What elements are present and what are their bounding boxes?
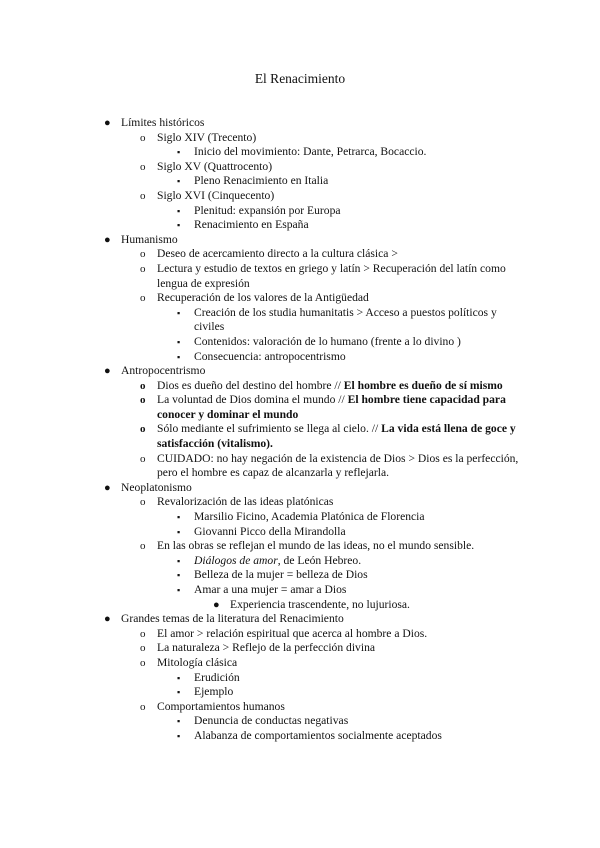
bullet-icon: o: [140, 642, 146, 655]
list-item-level3: ▪ Inicio del movimiento: Dante, Petrarca, Bocaccio.: [177, 145, 427, 159]
bullet-icon: ●: [104, 481, 111, 494]
bullet-icon: o: [140, 700, 146, 713]
bullet-icon: ●: [213, 598, 220, 611]
page-title: El Renacimiento: [254, 71, 346, 86]
list-item-level3: ▪ Creación de los studia humanitatis > Acceso a puestos políticos y civiles: [177, 305, 497, 334]
bullet-icon: o: [140, 627, 146, 640]
list-item-level3: ▪ Contenidos: valoración de lo humano (frente a lo divino ): [177, 334, 461, 348]
bullet-icon: o: [140, 248, 146, 261]
list-item-level2: o Mitología clásica: [140, 655, 238, 669]
list-item-level1: ● Antropocentrismo: [104, 364, 206, 378]
bullet-icon: ●: [104, 117, 111, 129]
bullet-icon: o: [140, 656, 146, 669]
list-item-level2: o En las obras se reflejan el mundo de las ideas, no el mundo sensible.: [140, 539, 475, 553]
bullet-icon: ▪: [177, 147, 181, 158]
list-item-level2: o Recuperación de los valores de la Antigüedad: [140, 291, 369, 305]
bullet-icon: o: [140, 292, 146, 305]
list-item-level1: ● Neoplatonismo: [104, 480, 192, 494]
bullet-icon: ▪: [177, 220, 181, 231]
bullet-icon: ▪: [177, 555, 181, 566]
list-item-level2: o Siglo XIV (Trecento): [140, 130, 257, 144]
bullet-icon: ▪: [177, 336, 181, 347]
list-item-level1: ● Humanismo: [104, 232, 178, 246]
list-item-level3: ▪ Diálogos de amor, de León Hebreo.: [177, 553, 362, 567]
list-item-level3: ▪ Consecuencia: antropocentrismo: [177, 349, 346, 363]
list-item-level3: ▪ Pleno Renacimiento en Italia: [177, 174, 329, 188]
list-item-level3: ▪ Erudición: [177, 670, 240, 684]
list-item-level3: ▪ Amar a una mujer = amar a Dios: [177, 583, 347, 596]
list-item-level3: ▪ Belleza de la mujer = belleza de Dios: [177, 568, 368, 582]
bullet-icon: o: [140, 496, 146, 509]
list-item-level3: ▪ Alabanza de comportamientos socialmente aceptados: [177, 728, 442, 742]
list-item-level2: o Siglo XVI (Cinquecento): [140, 188, 275, 202]
bullet-icon: ▪: [177, 526, 181, 537]
bullet-icon: ▪: [177, 687, 181, 698]
list-item-level3: ▪ Marsilio Ficino, Academia Platónica de Florencia: [177, 510, 425, 524]
list-item-level2: o Comportamientos humanos: [140, 699, 285, 713]
bullet-icon: o: [140, 131, 146, 144]
bullet-icon: ▪: [177, 730, 181, 741]
list-item-level3: ▪ Denuncia de conductas negativas: [177, 714, 349, 728]
list-item-level3: ▪ Renacimiento en España: [177, 218, 309, 232]
bullet-icon: o: [140, 262, 146, 275]
list-item-level2: o CUIDADO: no hay negación de la existencia de Dios > Dios es la perfección, pero el hombre es capaz de alcanzarla y reflejarla.: [140, 451, 519, 480]
bullet-icon: ▪: [177, 585, 181, 595]
list-item-level2: o Siglo XV (Quattrocento): [140, 159, 273, 173]
bullet-icon: o: [140, 160, 146, 173]
bullet-icon: ●: [104, 365, 111, 378]
list-item-level2: o Sólo mediante el sufrimiento se llega al cielo. // La vida está llena de goce y satisfacción (vitalismo).: [140, 422, 516, 451]
list-item-level2: o Lectura y estudio de textos en griego y latín > Recuperación del latín como lengua de expresión: [140, 261, 506, 290]
list-item-level2: o Deseo de acercamiento directo a la cultura clásica >: [140, 247, 398, 261]
list-item-level1: ● Límites históricos: [104, 116, 205, 129]
bullet-icon: ●: [104, 613, 111, 626]
bullet-icon: o: [140, 394, 146, 407]
bullet-icon: ▪: [177, 176, 181, 187]
bullet-icon: ▪: [177, 351, 181, 362]
bullet-icon: o: [140, 423, 146, 436]
bullet-icon: o: [140, 540, 146, 553]
list-item-level2: o La voluntad de Dios domina el mundo // El hombre tiene capacidad para conocer y dominar el mundo: [140, 393, 506, 421]
bullet-icon: o: [140, 379, 146, 392]
bullet-icon: o: [140, 189, 146, 202]
list-item-level2: o La naturaleza > Reflejo de la perfección divina: [140, 641, 376, 655]
bullet-icon: o: [140, 452, 146, 465]
list-item-level4: ● Experiencia trascendente, no lujuriosa.: [213, 597, 410, 611]
list-item-level3: ▪ Ejemplo: [177, 685, 234, 699]
bullet-icon: ▪: [177, 716, 181, 727]
list-item-level2: o El amor > relación espiritual que acerca al hombre a Dios.: [140, 626, 428, 640]
bullet-icon: ●: [104, 233, 111, 246]
bullet-icon: ▪: [177, 672, 181, 683]
bullet-icon: ▪: [177, 205, 181, 216]
bullet-icon: ▪: [177, 307, 181, 318]
bullet-icon: ▪: [177, 512, 181, 523]
bullet-icon: ▪: [177, 570, 181, 581]
list-item-level3: ▪ Plenitud: expansión por Europa: [177, 203, 341, 217]
list-item-level2: o Dios es dueño del destino del hombre // El hombre es dueño de sí mismo: [140, 378, 503, 392]
list-item-level3: ▪ Giovanni Picco della Mirandolla: [177, 524, 346, 538]
list-item-level1: ● Grandes temas de la literatura del Renacimiento: [104, 612, 344, 626]
outline-list: [0, 116, 600, 744]
list-item-level2: o Revalorización de las ideas platónicas: [140, 495, 334, 509]
